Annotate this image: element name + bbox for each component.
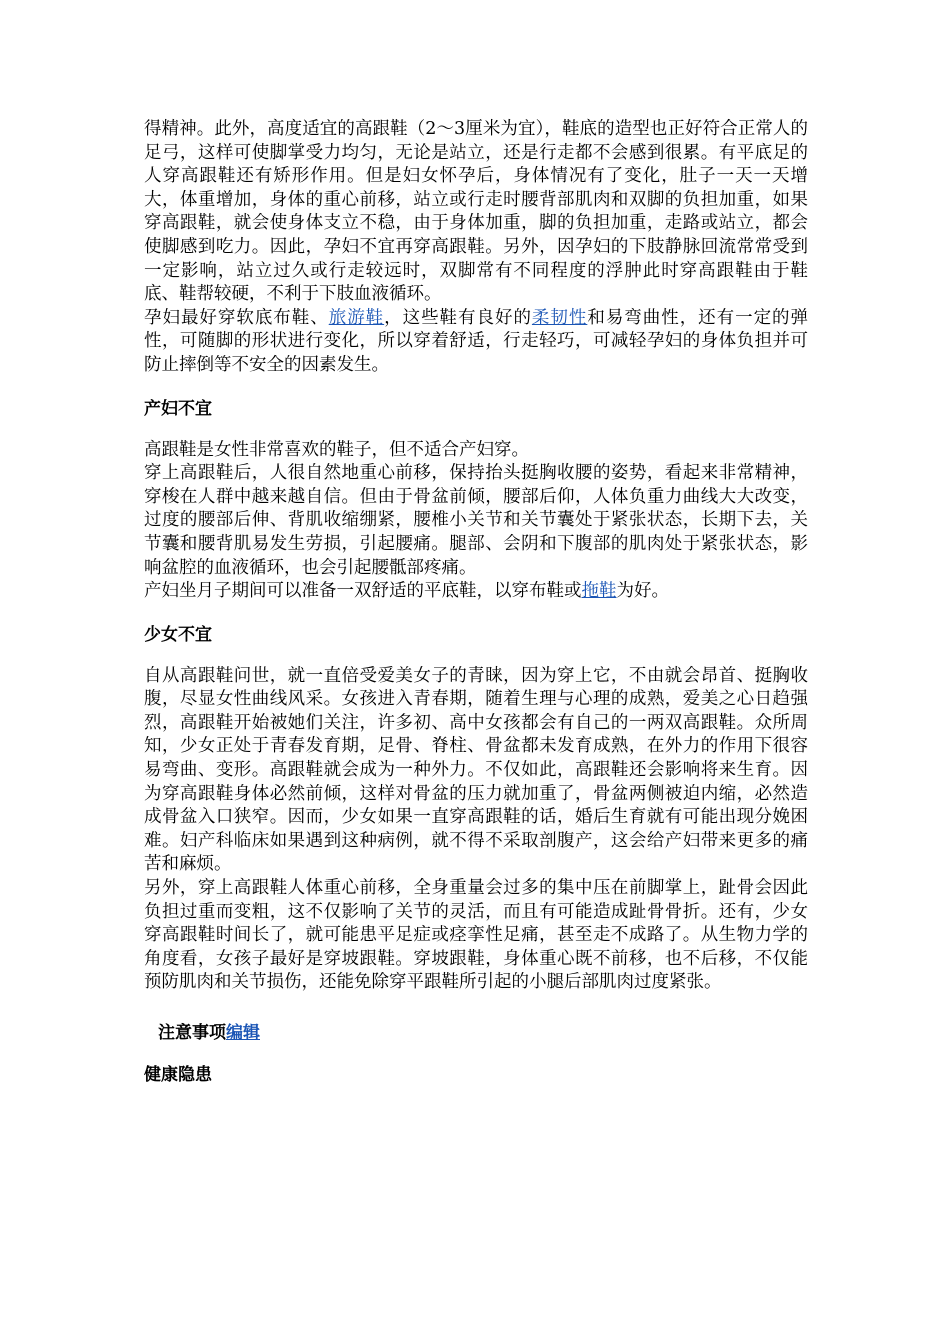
spacer [144, 995, 808, 1021]
paragraph-girls-extra: 另外，穿上高跟鞋人体重心前移，全身重量会过多的集中压在前脚掌上，趾骨会因此负担过重而变粗，这不仅影响了关节的灵活，而且有可能造成趾骨骨折。还有，少女穿高跟鞋时间长了，就可能患平足症或痉挛性足痛，甚至走不成路了。从生物力学的角度看，女孩子最好是穿坡跟鞋。穿坡跟鞋，身体重心既不前移，也不后移，不仅能预防肌肉和关节损伤，还能免除穿平跟鞋所引起的小腿后部肌肉过度紧张。 [144, 878, 808, 993]
paragraph-pregnancy-advice [144, 307, 808, 378]
heading-notes [144, 1021, 808, 1045]
link-travel-shoes[interactable]: 旅游鞋 [328, 307, 385, 328]
spacer [144, 378, 808, 397]
spacer [144, 1045, 808, 1063]
paragraph-pregnancy-intro: 得精神。此外，高度适宜的高跟鞋（2～3厘米为宜），鞋底的造型也正好符合正常人的足弓，这样可使脚掌受力均匀，无论是站立，还是行走都不会感到很累。有平底足的人穿高跟鞋还有矫形作用。但是妇女怀孕后，身体情况有了变化，肚子一天一天增大，体重增加，身体的重心前移，站立或行走时腰背部肌肉和双脚的负担加重，如果穿高跟鞋，就会使身体支立不稳，由于身体加重，脚的负担加重，走路或站立，都会使脚感到吃力。因此，孕妇不宜再穿高跟鞋。另外，因孕妇的下肢静脉回流常常受到一定影响，站立过久或行走较远时，双脚常有不同程度的浮肿此时穿高跟鞋由于鞋底、鞋帮较硬，不利于下肢血液循环。 [144, 119, 808, 305]
paragraph-postpartum-body: 穿上高跟鞋后，人很自然地重心前移，保持抬头挺胸收腰的姿势，看起来非常精神，穿梭在人群中越来越自信。但由于骨盆前倾，腰部后仰，人体负重力曲线大大改变，过度的腰部后伸、背肌收缩绷紧，腰椎小关节和关节囊处于紧张状态，长期下去，关节囊和腰背肌易发生劳损，引起腰痛。腿部、会阴和下腹部的肌肉处于紧张状态，影响盆腔的血液循环，也会引起腰骶部疼痛。 [144, 463, 808, 578]
text-segment: 产妇坐月子期间可以准备一双舒适的平底鞋，以穿布鞋或 [144, 581, 582, 602]
heading-health-hazards: 健康隐患 [144, 1065, 212, 1085]
text-segment: ，这些鞋有良好的 [384, 307, 532, 328]
document-body [144, 118, 808, 1087]
text-segment: 为好。 [616, 581, 669, 602]
link-flexibility[interactable]: 柔韧性 [531, 307, 588, 328]
link-slippers[interactable]: 拖鞋 [581, 581, 617, 602]
text-segment: 孕妇最好穿软底布鞋、 [144, 307, 329, 328]
heading-girls: 少女不宜 [144, 624, 212, 645]
edit-link[interactable]: 编辑 [226, 1023, 260, 1043]
paragraph-postpartum-intro: 高跟鞋是女性非常喜欢的鞋子，但不适合产妇穿。 [144, 439, 529, 460]
text-segment: 和易弯曲性，还有一定的弹性，可随脚的形状进行变化，所以穿着舒适，行走轻巧，可减轻孕妇的身体负担并可防止摔倒等不安全的因素发生。 [144, 307, 809, 375]
heading-notes-label: 注意事项 [158, 1023, 226, 1043]
paragraph-postpartum-advice [144, 580, 808, 604]
heading-postpartum: 产妇不宜 [144, 398, 212, 419]
paragraph-girls-body: 自从高跟鞋问世，就一直倍受爱美女子的青睐，因为穿上它，不由就会昂首、挺胸收腹，尽显女性曲线风采。女孩进入青春期，随着生理与心理的成熟，爱美之心日趋强烈，高跟鞋开始被她们关注，许多初、高中女孩都会有自己的一两双高跟鞋。众所周知，少女正处于青春发育期，足骨、脊柱、骨盆都未发育成熟，在外力的作用下很容易弯曲、变形。高跟鞋就会成为一种外力。不仅如此，高跟鞋还会影响将来生育。因为穿高跟鞋身体必然前倾，这样对骨盆的压力就加重了，骨盆两侧被迫内缩，必然造成骨盆入口狭窄。因而，少女如果一直穿高跟鞋的话，婚后生育就有可能出现分娩困难。妇产科临床如果遇到这种病例，就不得不采取剖腹产，这会给产妇带来更多的痛苦和麻烦。 [144, 665, 808, 875]
spacer [144, 421, 808, 439]
spacer [144, 604, 808, 623]
spacer [144, 647, 808, 665]
